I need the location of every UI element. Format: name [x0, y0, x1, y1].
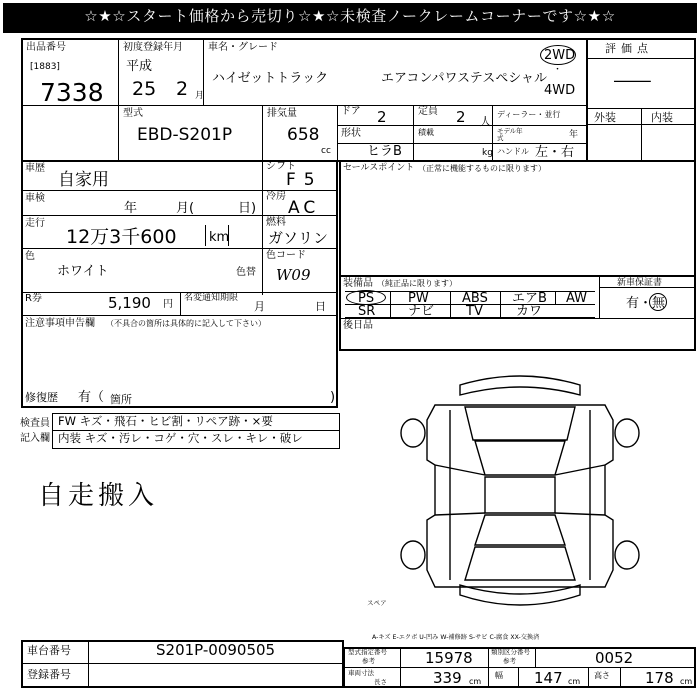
chassis-number: S201P-0090505: [156, 641, 276, 659]
length-unit: cm: [469, 677, 482, 686]
inspector-label: 検査員: [20, 418, 50, 429]
chassis-label: 車台番号: [27, 644, 71, 657]
capacity-label: 定員: [418, 106, 438, 117]
first-reg-month: 2: [176, 78, 189, 100]
body-outline: [427, 405, 613, 587]
length: 339: [433, 669, 462, 687]
rear-window: [475, 515, 565, 545]
color-code: W09: [276, 266, 311, 284]
category: 自家用: [58, 170, 109, 190]
type-designation-label: 型式指定番号: [348, 648, 387, 656]
equip-aw: AW: [566, 291, 588, 306]
category-label: 車歴: [25, 163, 45, 174]
type-code: EBD-S201P: [137, 125, 233, 145]
equip-leather: カワ: [516, 304, 543, 319]
repair-label: 修復歴: [25, 391, 58, 404]
dealer-label: ディーラー・並行: [497, 110, 561, 119]
registration-label: 登録番号: [27, 668, 71, 681]
height: 178: [645, 669, 674, 687]
height-label: 高さ: [594, 671, 610, 680]
recycle-label: R券: [25, 293, 42, 304]
wheel-rl: [401, 541, 425, 569]
spare-label: スペア: [367, 599, 387, 607]
roof: [485, 477, 555, 513]
car-damage-diagram: [395, 365, 645, 615]
class-designation-label: 類別区分番号: [491, 648, 530, 656]
lot-number: 7338: [40, 78, 104, 107]
repair-close: ): [330, 390, 336, 405]
first-reg-year: 25: [132, 78, 157, 100]
equipment-label: 装備品: [343, 278, 373, 289]
equip-sr: SR: [358, 304, 376, 319]
lot-label: 出品番号: [26, 42, 66, 53]
fuel-label: 燃料: [266, 217, 286, 228]
load-label: 積載: [418, 128, 434, 137]
notes-sub: （不具合の箇所は具体的に記入して下さい）: [106, 319, 266, 328]
displacement-label: 排気量: [267, 108, 297, 119]
width-unit: cm: [568, 677, 581, 686]
aircon-label: 冷房: [266, 191, 286, 202]
drive-dot: ・: [553, 65, 563, 75]
checklist-row2: 内装 キズ・汚レ・コゲ・穴・スレ・キレ・破レ: [58, 431, 303, 445]
displacement: 658: [287, 125, 320, 145]
recycle-unit: 円: [163, 299, 173, 310]
warranty-label: 新車保証書: [617, 278, 663, 288]
wheel-fl: [401, 419, 425, 447]
class-designation-sub: 参考: [503, 657, 516, 665]
inspection-month: 月(: [176, 201, 195, 216]
width: 147: [534, 669, 563, 687]
handwritten-note: 自走搬入: [38, 481, 159, 511]
load-unit: kg: [482, 148, 493, 158]
mileage: 12万3千600: [66, 226, 177, 248]
damage-legend: A-キズ E-エクボ U-凹み W-補修跡 S-サビ C-腐食 XX-交換済: [372, 634, 540, 641]
score-ext-label: 外装: [594, 111, 616, 124]
handle-label: ハンドル: [497, 147, 529, 156]
model-name: ハイゼットトラック: [212, 71, 329, 86]
rear-bumper: [460, 585, 580, 605]
type-code-label: 型式: [123, 108, 143, 119]
equipment-sub: （純正品に限ります）: [377, 279, 457, 288]
equip-ps: PS: [358, 291, 375, 306]
aircon: AC: [288, 198, 320, 218]
drive-2wd: 2WD: [544, 48, 576, 63]
deadline-day: 日: [315, 300, 326, 313]
wheel-fr: [615, 419, 639, 447]
model-name-label: 車名・グレード: [208, 42, 278, 53]
lot-sub: [1883]: [30, 62, 60, 72]
length-sub: 長さ: [374, 678, 387, 686]
color-change-label: 色替: [236, 267, 256, 278]
first-reg-month-unit: 月: [195, 91, 205, 101]
repair-value: 有（: [78, 390, 105, 405]
first-reg-label: 初度登録年月: [123, 42, 183, 53]
shape: ヒラB: [367, 144, 402, 159]
type-designation-sub: 参考: [362, 657, 375, 665]
displacement-unit: cc: [321, 146, 331, 156]
doors: 2: [377, 108, 387, 126]
inspection-label: 車検: [25, 193, 45, 204]
length-label: 車両寸法: [348, 669, 374, 677]
sales-points-label: セールスポイント: [343, 163, 415, 173]
inspection-year: 年: [124, 201, 138, 216]
shift: F5: [286, 170, 323, 190]
notes-label: 注意事項申告欄: [25, 318, 95, 329]
width-label: 幅: [495, 671, 503, 680]
color-label: 色: [25, 251, 35, 262]
sales-points-sub: （正常に機能するものに限ります）: [418, 164, 546, 173]
front-bumper: [460, 376, 580, 395]
score-label: 評価点: [605, 42, 653, 55]
type-designation: 15978: [425, 649, 473, 667]
mileage-unit: km: [209, 230, 230, 245]
shift-label: シフト: [266, 161, 296, 172]
equip-pw: PW: [408, 291, 429, 306]
height-unit: cm: [680, 677, 693, 686]
doors-label: ドア: [341, 106, 361, 117]
sales-points-block: [339, 160, 696, 277]
capacity: 2: [456, 108, 466, 126]
drive-4wd: 4WD: [544, 83, 576, 98]
handle: 左・右: [535, 145, 575, 160]
entry-label: 記入欄: [20, 433, 50, 444]
first-reg-era: 平成: [126, 59, 153, 74]
wheel-rr: [615, 541, 639, 569]
windshield: [475, 441, 565, 475]
deadline-month: 月: [254, 300, 265, 313]
model-year-unit: 年: [569, 130, 579, 140]
postwork-label: 後日品: [343, 320, 373, 331]
recycle-value: 5,190: [108, 294, 151, 312]
trunk: [465, 547, 575, 580]
checklist-row1: FW キズ・飛石・ヒビ割・リペア跡・×要: [58, 414, 273, 428]
equip-tv: TV: [466, 304, 483, 319]
capacity-unit: 人: [480, 115, 491, 128]
model-grade: エアコンパワステスペシャル: [381, 71, 548, 86]
hood: [465, 407, 575, 440]
deadline-label: 名変通知期限: [184, 293, 239, 303]
inspection-day: 日): [238, 201, 257, 216]
warranty: 有・無: [626, 296, 666, 311]
color-code-label: 色コード: [266, 250, 306, 261]
banner-text: ☆★☆スタート価格から売切り☆★☆未検査ノークレームコーナーです☆★☆: [84, 7, 616, 25]
equip-airbag: エアB: [512, 291, 547, 306]
color: ホワイト: [57, 264, 109, 279]
shape-label: 形状: [341, 128, 361, 139]
score-int-label: 内装: [651, 111, 673, 124]
score-value: —: [612, 71, 653, 91]
equip-navi: ナビ: [408, 304, 435, 319]
mileage-label: 走行: [25, 218, 45, 229]
warranty-circle: [649, 293, 667, 311]
model-year-label: モデル年式: [497, 127, 523, 143]
class-designation: 0052: [595, 649, 634, 667]
repair-unit: 箇所: [110, 393, 132, 406]
fuel: ガソリン: [268, 229, 329, 247]
equip-abs: ABS: [462, 291, 488, 306]
